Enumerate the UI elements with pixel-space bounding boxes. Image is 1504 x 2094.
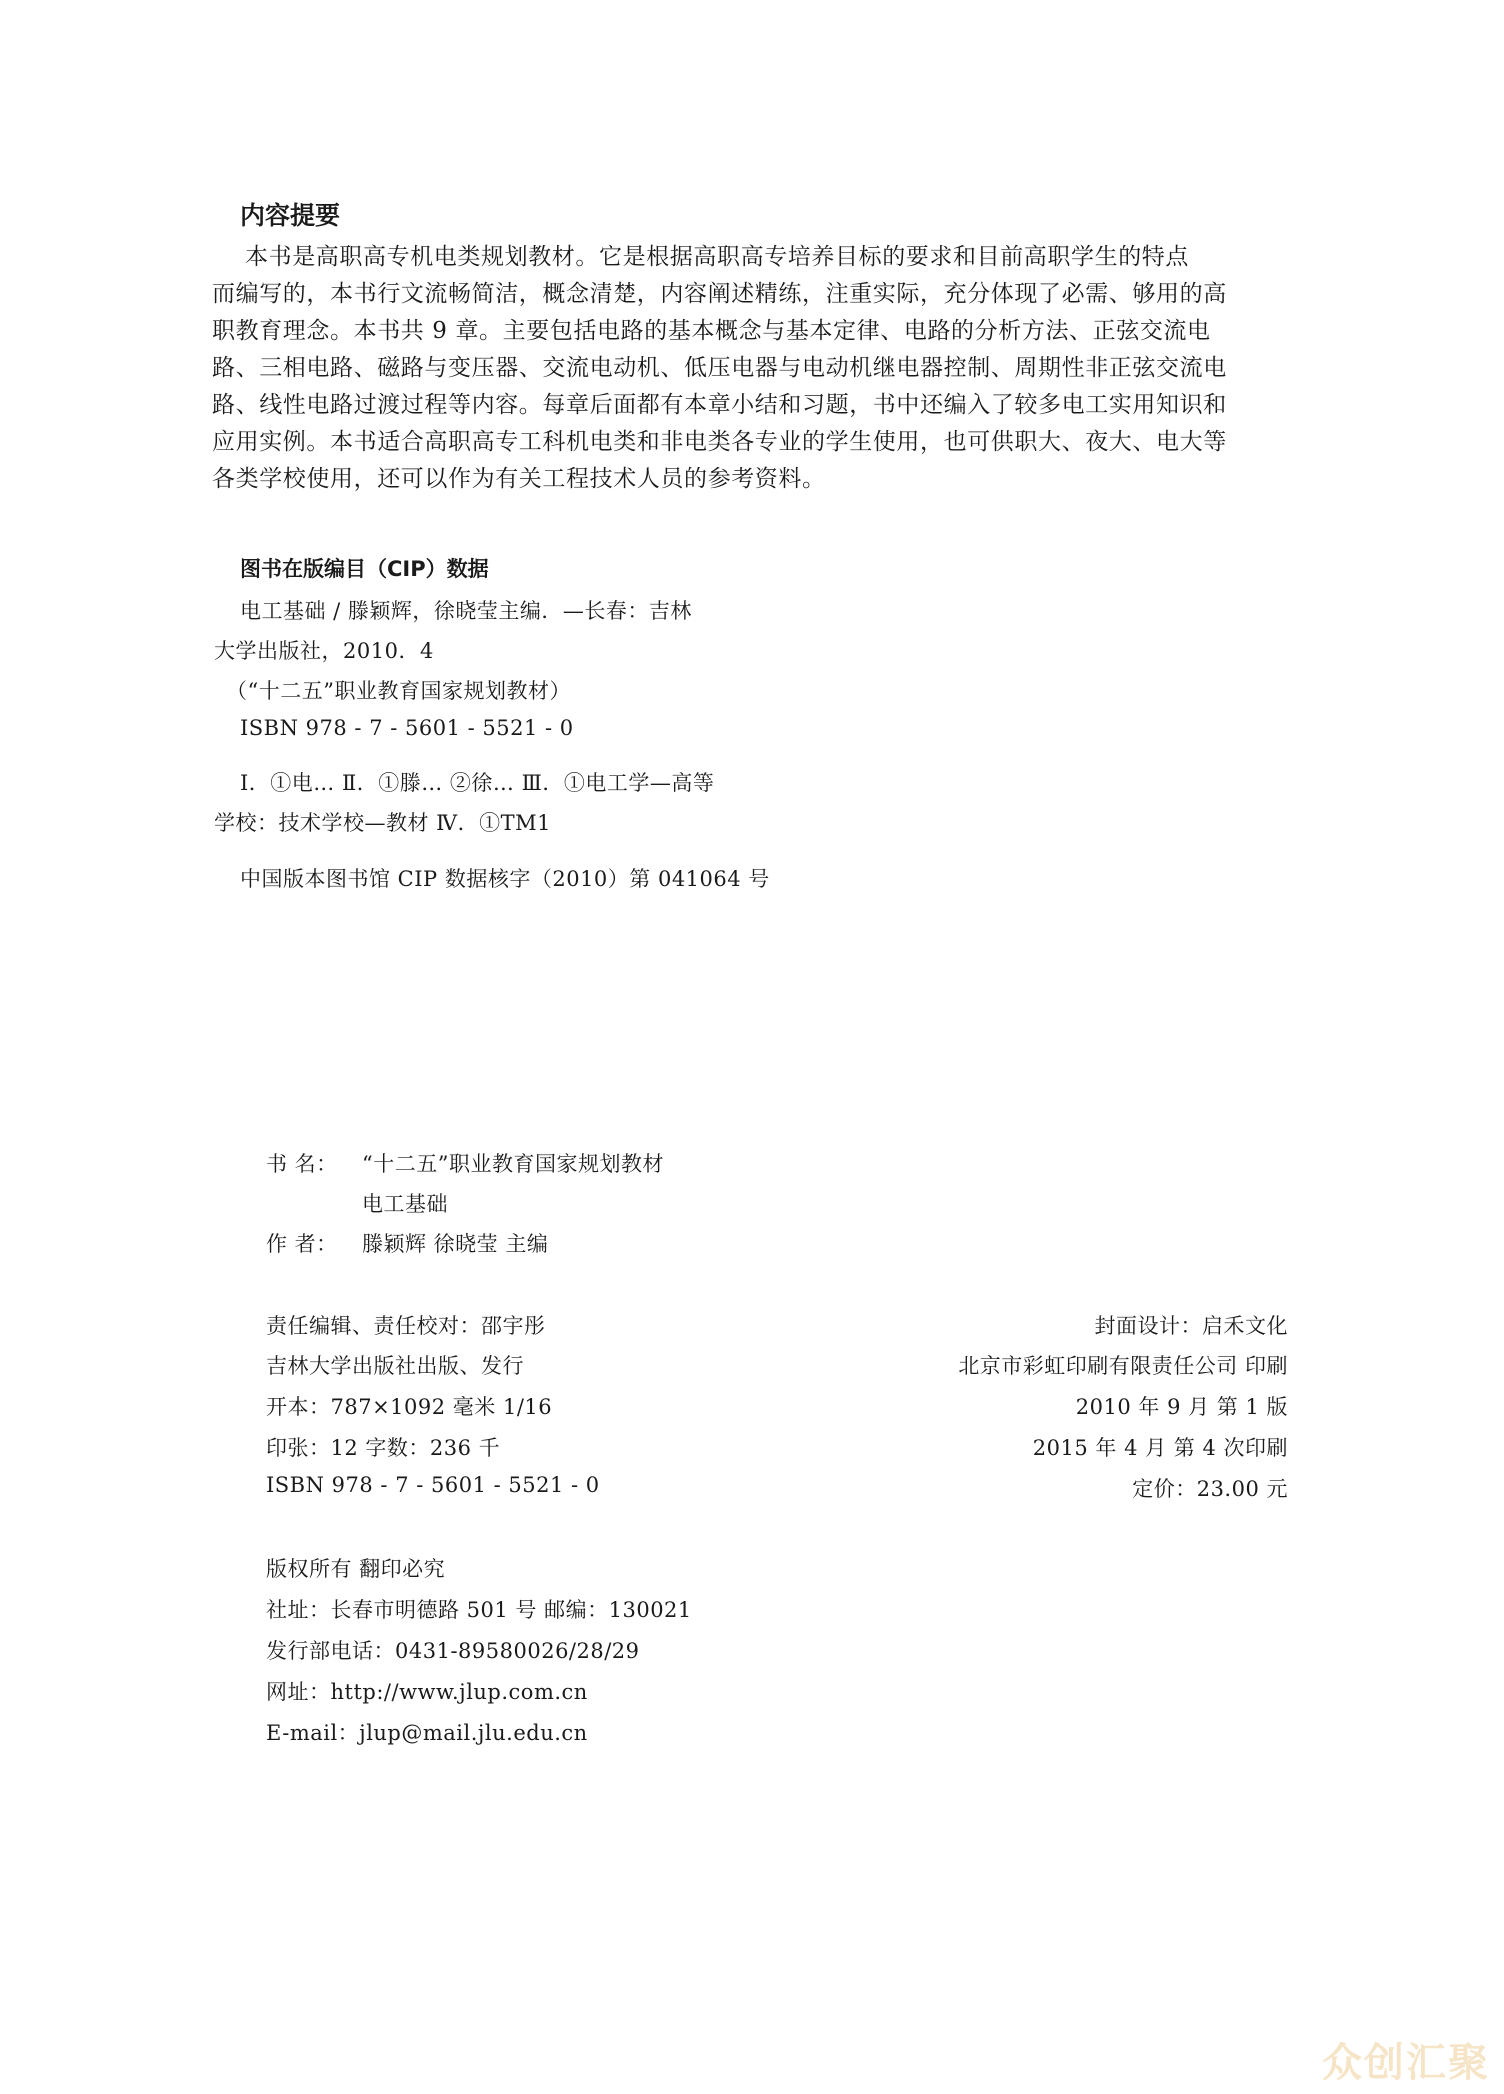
- author-value: 滕颖辉 徐晓莹 主编: [362, 1232, 549, 1256]
- book-title-value: “十二五”职业教育国家规划教材: [362, 1152, 664, 1176]
- cip-line: （“十二五”职业教育国家规划教材）: [226, 679, 571, 703]
- summary-line: 应用实例。本书适合高职高专工科机电类和非电类各专业的学生使用，也可供职大、夜大、电大等: [212, 429, 1227, 455]
- rights-line: 版权所有 翻印必究: [266, 1557, 446, 1581]
- isbn-line: ISBN 978 - 7 - 5601 - 5521 - 0: [266, 1473, 600, 1497]
- summary-line: 职教育理念。本书共 9 章。主要包括电路的基本概念与基本定律、电路的分析方法、正弦交流电: [212, 318, 1211, 344]
- summary-line: 而编写的，本书行文流畅简洁，概念清楚，内容阐述精练，注重实际，充分体现了必需、够用的高: [212, 281, 1227, 307]
- cip-line: 大学出版社，2010．4: [214, 639, 434, 663]
- email-line: E-mail：jlup@mail.jlu.edu.cn: [266, 1721, 588, 1745]
- summary-line: 路、线性电路过渡过程等内容。每章后面都有本章小结和习题，书中还编入了较多电工实用知识和: [212, 392, 1227, 418]
- author-label: 作 者：: [266, 1232, 338, 1256]
- book-subtitle: 电工基础: [362, 1192, 448, 1216]
- editor-line: 责任编辑、责任校对：邵宇彤: [266, 1314, 546, 1338]
- summary-line: 路、三相电路、磁路与变压器、交流电动机、低压电器与电动机继电器控制、周期性非正弦交流电: [212, 355, 1227, 381]
- cover-design-line: 封面设计：启禾文化: [1094, 1314, 1288, 1338]
- cip-line: ISBN 978 - 7 - 5601 - 5521 - 0: [240, 716, 574, 740]
- cip-line: Ⅰ．①电… Ⅱ．①滕… ②徐… Ⅲ．①电工学—高等: [240, 771, 715, 795]
- price-line: 定价：23.00 元: [1132, 1477, 1288, 1501]
- cip-heading: 图书在版编目（CIP）数据: [240, 557, 489, 581]
- cip-line: 电工基础 / 滕颖辉，徐晓莹主编．—长春：吉林: [240, 599, 692, 623]
- format-line: 开本：787×1092 毫米 1/16: [266, 1395, 553, 1419]
- watermark-logo: 众创汇聚: [1322, 2040, 1490, 2086]
- address-line: 社址：长春市明德路 501 号 邮编：130021: [266, 1598, 692, 1622]
- phone-line: 发行部电话：0431-89580026/28/29: [266, 1639, 640, 1663]
- publisher-line: 吉林大学出版社出版、发行: [266, 1354, 524, 1378]
- summary-heading: 内容提要: [240, 201, 341, 230]
- summary-line: 本书是高职高专机电类规划教材。它是根据高职高专培养目标的要求和目前高职学生的特点: [245, 244, 1189, 270]
- sheets-line: 印张：12 字数：236 千: [266, 1436, 501, 1460]
- edition-line: 2010 年 9 月 第 1 版: [1075, 1395, 1288, 1419]
- printer-line: 北京市彩虹印刷有限责任公司 印刷: [958, 1354, 1288, 1378]
- printing-line: 2015 年 4 月 第 4 次印刷: [1032, 1436, 1288, 1460]
- website-line: 网址：http://www.jlup.com.cn: [266, 1680, 588, 1704]
- book-title-label: 书 名：: [266, 1152, 338, 1176]
- cip-line: 学校：技术学校—教材 Ⅳ．①TM1: [214, 811, 552, 835]
- summary-line: 各类学校使用，还可以作为有关工程技术人员的参考资料。: [212, 466, 826, 492]
- cip-line: 中国版本图书馆 CIP 数据核字（2010）第 041064 号: [240, 867, 770, 891]
